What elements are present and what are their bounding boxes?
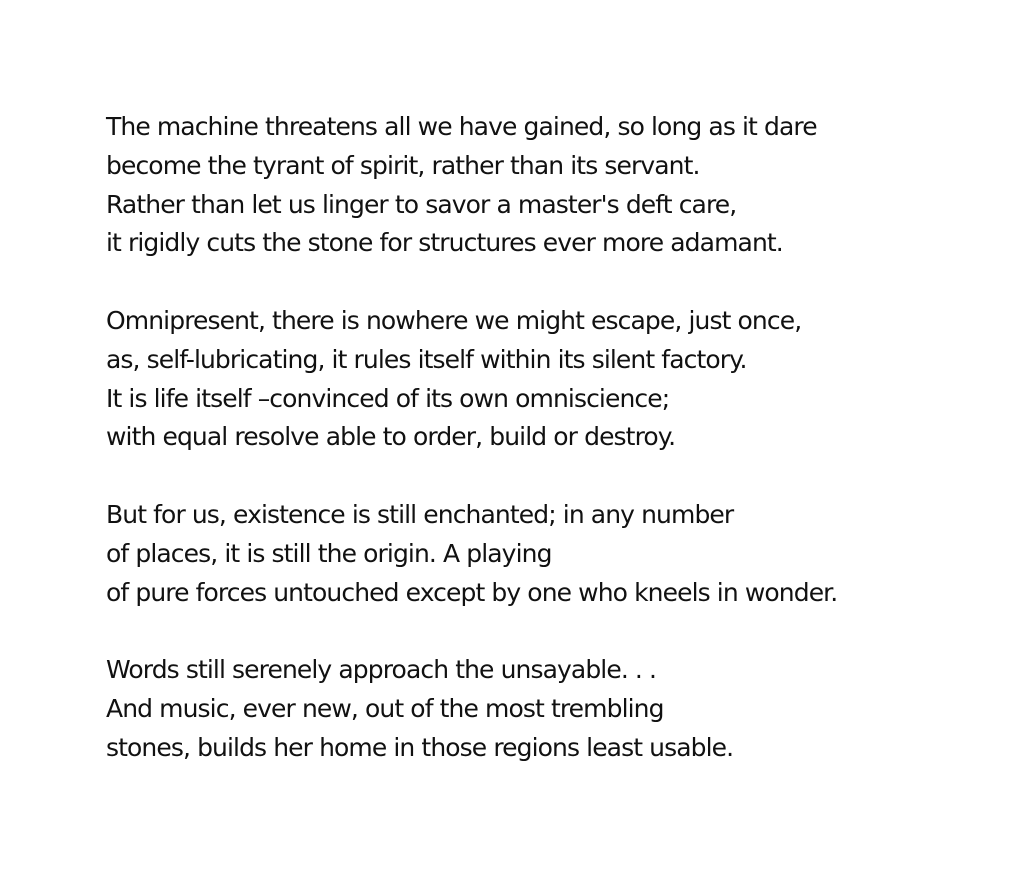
poem-line: Rather than let us linger to savor a master's deft care, [106,189,737,219]
poem-line: Words still serenely approach the unsayable. . . [106,655,657,685]
stanza-4 [106,651,1006,767]
poem-line: And music, ever new, out of the most trembling [106,693,664,723]
poem-line: Omnipresent, there is nowhere we might escape, just once, [106,305,802,335]
poem-line: But for us, existence is still enchanted; in any number [106,499,734,529]
poem-line: become the tyrant of spirit, rather than its servant. [106,150,700,180]
stanza-3 [106,496,1006,612]
stanza-1 [106,108,1006,263]
poem-line: It is life itself –convinced of its own omniscience; [106,383,670,413]
poem-line: it rigidly cuts the stone for structures ever more adamant. [106,228,783,258]
poem-line: of pure forces untouched except by one who kneels in wonder. [106,577,838,607]
poem-line: stones, builds her home in those regions least usable. [106,732,734,762]
stanza-2 [106,302,1006,457]
poem-line: of places, it is still the origin. A playing [106,538,552,568]
poem-line: as, self-lubricating, it rules itself within its silent factory. [106,344,747,374]
poem-line: The machine threatens all we have gained, so long as it dare [106,112,817,141]
poem-line: with equal resolve able to order, build or destroy. [106,422,676,452]
poem-text [106,108,1006,768]
